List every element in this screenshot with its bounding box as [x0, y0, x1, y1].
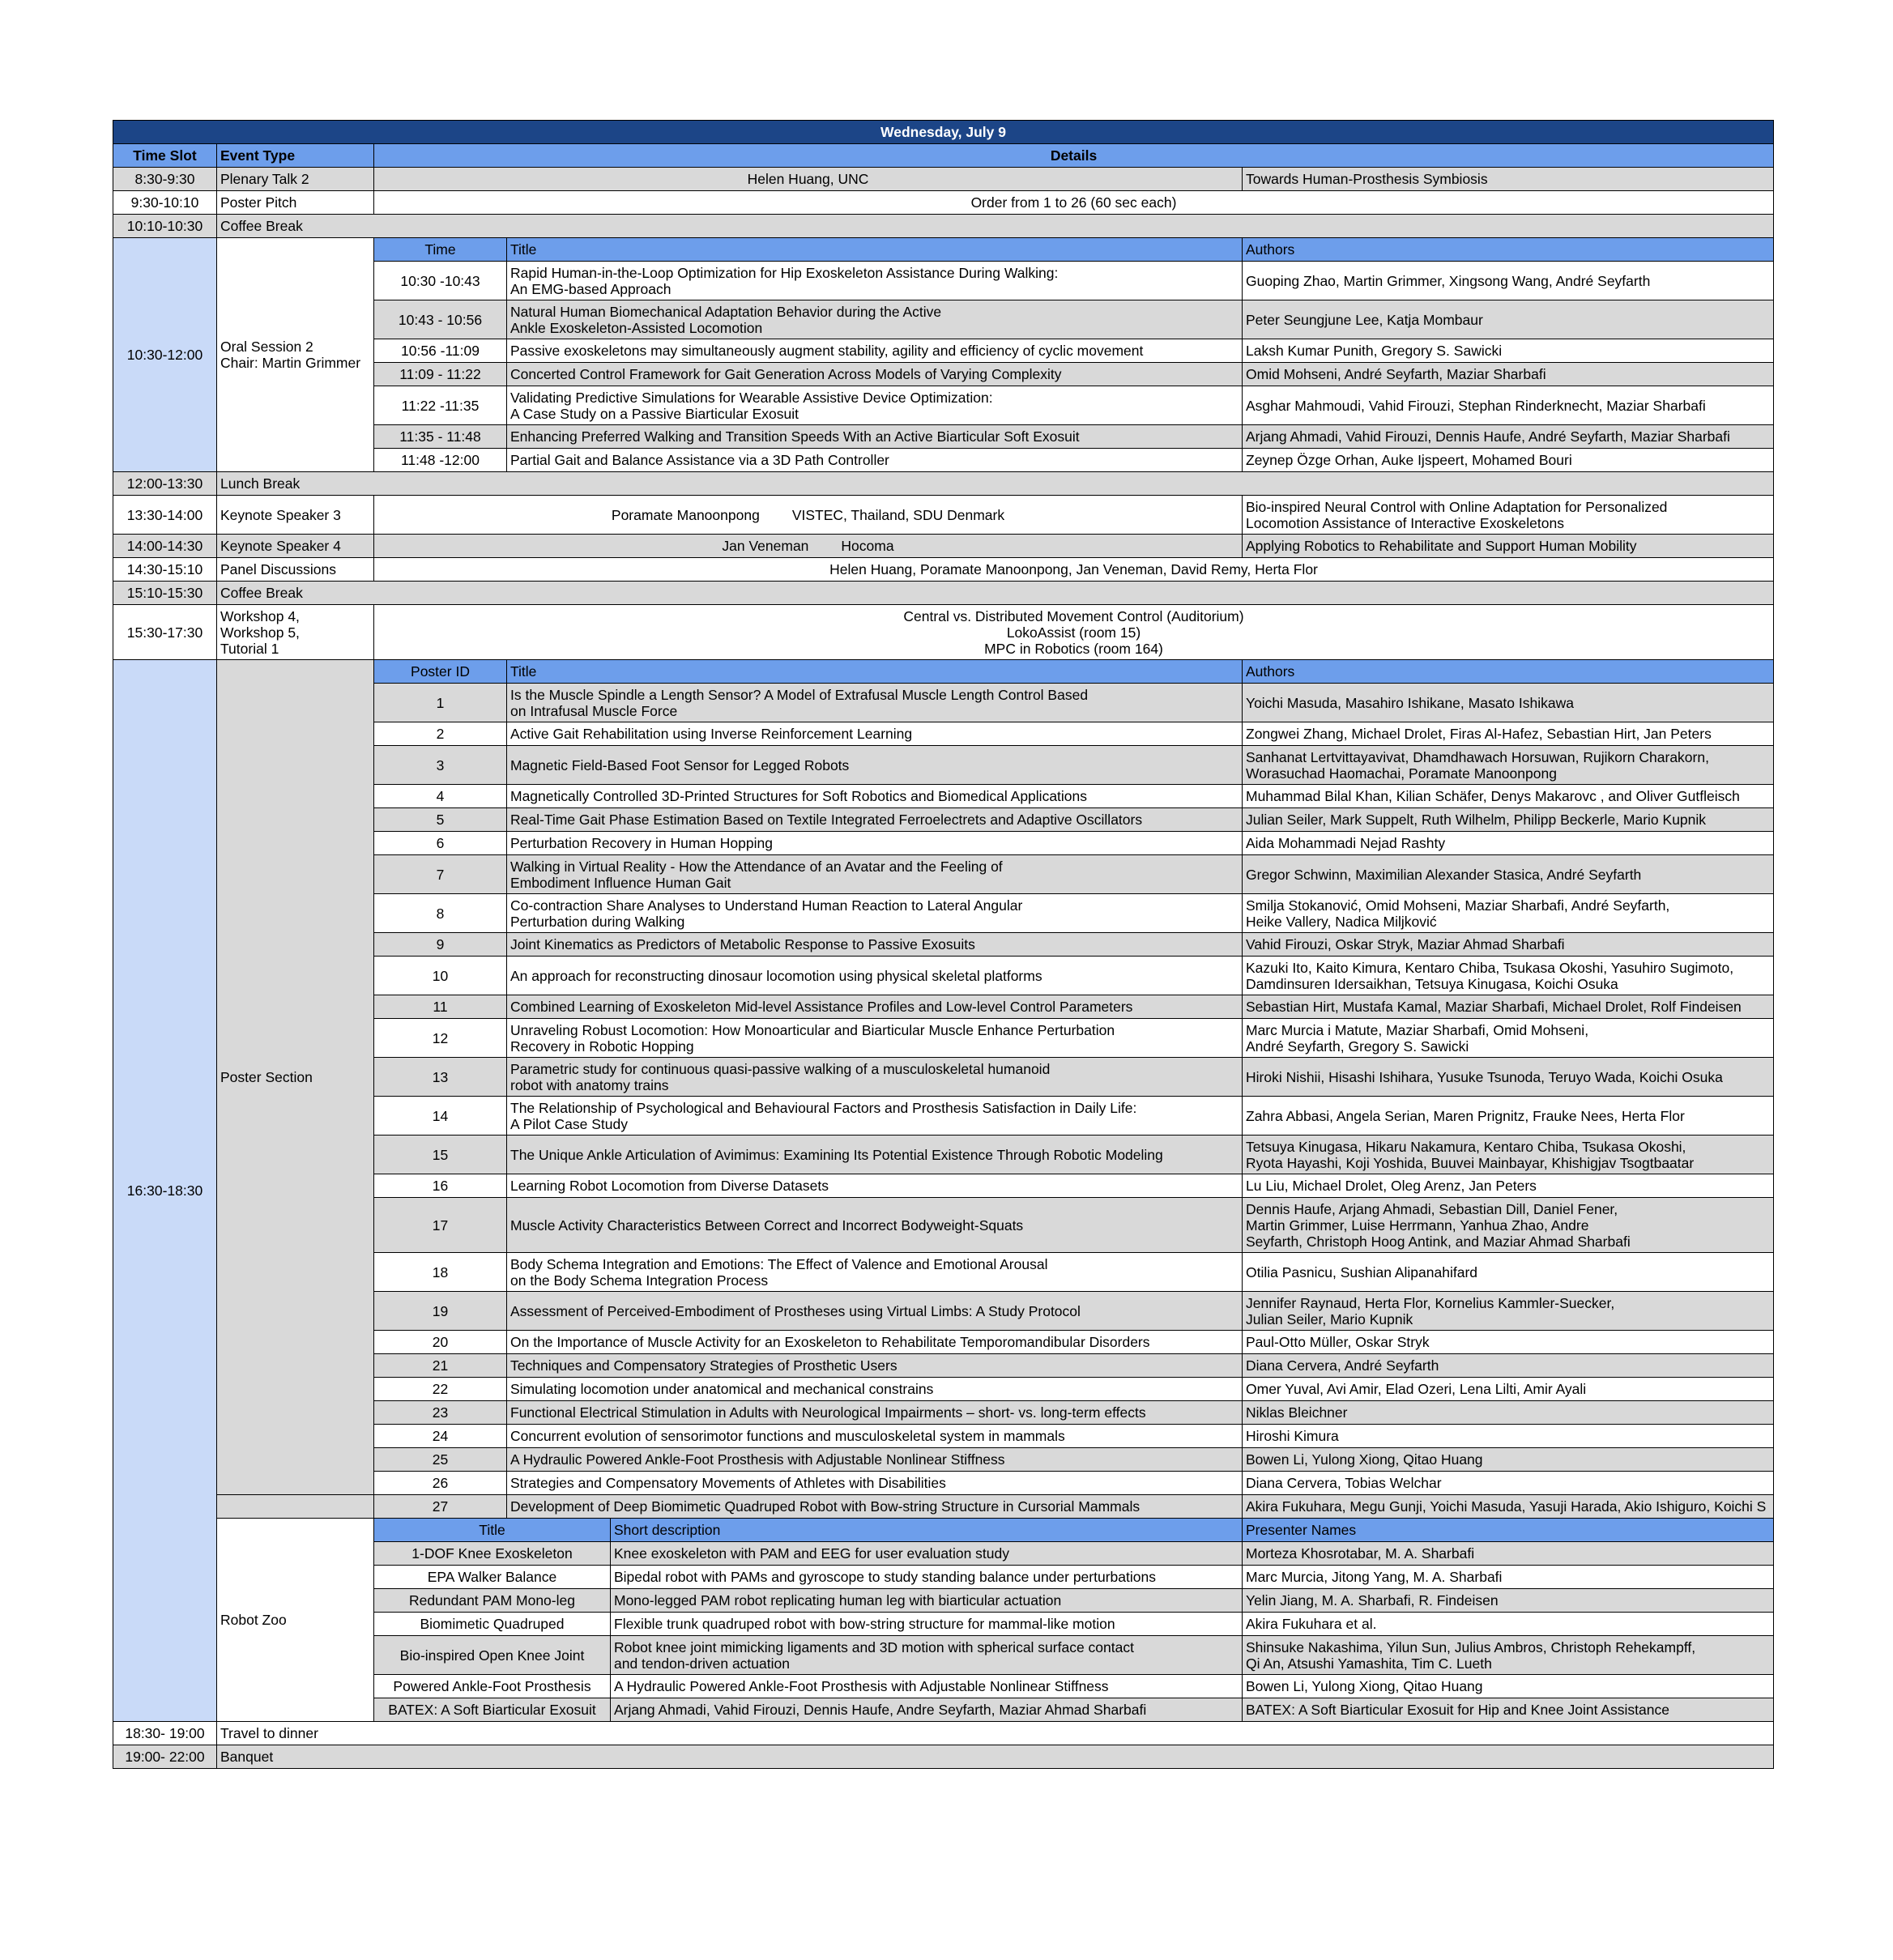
poster-id: 4	[374, 785, 507, 808]
poster-authors: Bowen Li, Yulong Xiong, Qitao Huang	[1243, 1448, 1774, 1472]
zoo-desc: Bipedal robot with PAMs and gyroscope to study standing balance under perturbations	[611, 1566, 1243, 1589]
pitch-time: 9:30-10:10	[113, 191, 217, 215]
keynote3-time: 13:30-14:00	[113, 496, 217, 535]
poster-id: 17	[374, 1198, 507, 1253]
schedule-table	[113, 120, 1774, 1769]
keynote4-type: Keynote Speaker 4	[217, 535, 374, 558]
poster-id: 2	[374, 722, 507, 746]
poster-title: Learning Robot Locomotion from Diverse Datasets	[507, 1174, 1243, 1198]
keynote3-row	[113, 496, 1774, 535]
talk-time: 11:35 - 11:48	[374, 425, 507, 449]
plenary-row	[113, 168, 1774, 191]
poster-id: 19	[374, 1292, 507, 1331]
zoo-desc: Robot knee joint mimicking ligaments and 3D motion with spherical surface contact and tendon-driven actuation	[611, 1636, 1243, 1675]
oral-col-title: Title	[507, 238, 1243, 262]
coffee2-time: 15:10-15:30	[113, 582, 217, 605]
oral-type: Oral Session 2 Chair: Martin Grimmer	[217, 238, 374, 472]
poster-authors: Diana Cervera, Tobias Welchar	[1243, 1472, 1774, 1495]
keynote4-speaker	[374, 535, 1243, 558]
zoo-desc: A Hydraulic Powered Ankle-Foot Prosthesis with Adjustable Nonlinear Stiffness	[611, 1675, 1243, 1698]
poster-col-title: Title	[507, 660, 1243, 684]
keynote4-talk: Applying Robotics to Rehabilitate and Support Human Mobility	[1243, 535, 1774, 558]
details-header: Details	[374, 144, 1774, 168]
workshops-detail: Central vs. Distributed Movement Control (Auditorium) LokoAssist (room 15) MPC in Robotics (room 164)	[374, 605, 1774, 660]
poster-id: 3	[374, 746, 507, 785]
poster-title: Muscle Activity Characteristics Between Correct and Incorrect Bodyweight-Squats	[507, 1198, 1243, 1253]
poster-id: 20	[374, 1331, 507, 1354]
poster-title: A Hydraulic Powered Ankle-Foot Prosthesis with Adjustable Nonlinear Stiffness	[507, 1448, 1243, 1472]
poster-authors: Julian Seiler, Mark Suppelt, Ruth Wilhelm, Philipp Beckerle, Mario Kupnik	[1243, 808, 1774, 832]
talk-title: Partial Gait and Balance Assistance via a 3D Path Controller	[507, 449, 1243, 472]
workshops-row	[113, 605, 1774, 660]
zoo-desc: Knee exoskeleton with PAM and EEG for user evaluation study	[611, 1542, 1243, 1566]
poster-id: 10	[374, 957, 507, 995]
banquet-time: 19:00- 22:00	[113, 1745, 217, 1769]
poster-authors: Yoichi Masuda, Masahiro Ishikane, Masato Ishikawa	[1243, 684, 1774, 722]
keynote4-row	[113, 535, 1774, 558]
zoo-type: Robot Zoo	[217, 1519, 374, 1722]
poster-authors: Omer Yuval, Avi Amir, Elad Ozeri, Lena Lilti, Amir Ayali	[1243, 1378, 1774, 1401]
zoo-desc: Arjang Ahmadi, Vahid Firouzi, Dennis Haufe, Andre Seyfarth, Maziar Ahmad Sharbafi	[611, 1698, 1243, 1722]
poster-title: Unraveling Robust Locomotion: How Monoarticular and Biarticular Muscle Enhance Perturbation Recovery in Robotic Hopping	[507, 1019, 1243, 1058]
plenary-type: Plenary Talk 2	[217, 168, 374, 191]
zoo-col-desc: Short description	[611, 1519, 1243, 1542]
keynote4-affiliation: Hocoma	[841, 538, 894, 554]
keynote4-time: 14:00-14:30	[113, 535, 217, 558]
talk-authors: Zeynep Özge Orhan, Auke Ijspeert, Mohamed Bouri	[1243, 449, 1774, 472]
poster-authors: Lu Liu, Michael Drolet, Oleg Arenz, Jan Peters	[1243, 1174, 1774, 1198]
talk-time: 11:48 -12:00	[374, 449, 507, 472]
talk-title: Enhancing Preferred Walking and Transition Speeds With an Active Biarticular Soft Exosuit	[507, 425, 1243, 449]
poster-title: Techniques and Compensatory Strategies of Prosthetic Users	[507, 1354, 1243, 1378]
poster-authors: Vahid Firouzi, Oskar Stryk, Maziar Ahmad Sharbafi	[1243, 933, 1774, 957]
poster-col-id: Poster ID	[374, 660, 507, 684]
day-title: Wednesday, July 9	[113, 121, 1774, 144]
poster-authors: Paul-Otto Müller, Oskar Stryk	[1243, 1331, 1774, 1354]
pitch-type: Poster Pitch	[217, 191, 374, 215]
poster-title: Body Schema Integration and Emotions: The Effect of Valence and Emotional Arousal on the Body Schema Integration Process	[507, 1253, 1243, 1292]
poster-authors: Aida Mohammadi Nejad Rashty	[1243, 832, 1774, 855]
poster-authors: Smilja Stokanović, Omid Mohseni, Maziar Sharbafi, André Seyfarth, Heike Vallery, Nadica Miljković	[1243, 894, 1774, 933]
poster-title: Perturbation Recovery in Human Hopping	[507, 832, 1243, 855]
poster-id: 8	[374, 894, 507, 933]
poster-row	[113, 1495, 1774, 1519]
poster-id: 16	[374, 1174, 507, 1198]
coffee-row-2	[113, 582, 1774, 605]
talk-authors: Arjang Ahmadi, Vahid Firouzi, Dennis Haufe, André Seyfarth, Maziar Sharbafi	[1243, 425, 1774, 449]
zoo-desc: Mono-legged PAM robot replicating human leg with biarticular actuation	[611, 1589, 1243, 1613]
banquet-row	[113, 1745, 1774, 1769]
poster-authors: Niklas Bleichner	[1243, 1401, 1774, 1425]
oral-col-time: Time	[374, 238, 507, 262]
poster-id: 25	[374, 1448, 507, 1472]
zoo-title: Biomimetic Quadruped	[374, 1613, 611, 1636]
poster-authors: Jennifer Raynaud, Herta Flor, Kornelius Kammler-Suecker, Julian Seiler, Mario Kupnik	[1243, 1292, 1774, 1331]
poster-title: Magnetically Controlled 3D-Printed Structures for Soft Robotics and Biomedical Applications	[507, 785, 1243, 808]
poster-id: 5	[374, 808, 507, 832]
poster-title: Concurrent evolution of sensorimotor functions and musculoskeletal system in mammals	[507, 1425, 1243, 1448]
zoo-title: 1-DOF Knee Exoskeleton	[374, 1542, 611, 1566]
poster-id: 23	[374, 1401, 507, 1425]
poster-id: 9	[374, 933, 507, 957]
zoo-presenters: Shinsuke Nakashima, Yilun Sun, Julius Ambros, Christoph Rehekampff, Qi An, Atsushi Yamashita, Tim C. Lueth	[1243, 1636, 1774, 1675]
zoo-col-presenters: Presenter Names	[1243, 1519, 1774, 1542]
talk-title: Natural Human Biomechanical Adaptation Behavior during the Active Ankle Exoskeleton-Assisted Locomotion	[507, 300, 1243, 339]
poster-authors: Zahra Abbasi, Angela Serian, Maren Prignitz, Frauke Nees, Herta Flor	[1243, 1097, 1774, 1136]
keynote3-talk: Bio-inspired Neural Control with Online Adaptation for Personalized Locomotion Assistance of Interactive Exoskeletons	[1243, 496, 1774, 535]
lunch-type: Lunch Break	[217, 472, 1774, 496]
panel-time: 14:30-15:10	[113, 558, 217, 582]
talk-time: 10:43 - 10:56	[374, 300, 507, 339]
poster-type-blank	[217, 1495, 374, 1519]
poster-title: Co-contraction Share Analyses to Understand Human Reaction to Lateral Angular Perturbation during Walking	[507, 894, 1243, 933]
oral-col-authors: Authors	[1243, 238, 1774, 262]
talk-time: 10:56 -11:09	[374, 339, 507, 363]
poster-authors: Sebastian Hirt, Mustafa Kamal, Maziar Sharbafi, Michael Drolet, Rolf Findeisen	[1243, 995, 1774, 1019]
zoo-title: EPA Walker Balance	[374, 1566, 611, 1589]
poster-authors: Dennis Haufe, Arjang Ahmadi, Sebastian Dill, Daniel Fener, Martin Grimmer, Luise Herrmann, Yanhua Zhao, Andre Seyfarth, Christoph Hoog Antink, and Maziar Ahmad Sharbafi	[1243, 1198, 1774, 1253]
talk-authors: Peter Seungjune Lee, Katja Mombaur	[1243, 300, 1774, 339]
zoo-col-title: Title	[374, 1519, 611, 1542]
talk-authors: Asghar Mahmoudi, Vahid Firouzi, Stephan Rinderknecht, Maziar Sharbafi	[1243, 386, 1774, 425]
coffee2-type: Coffee Break	[217, 582, 1774, 605]
poster-authors: Hiroki Nishii, Hisashi Ishihara, Yusuke Tsunoda, Teruyo Wada, Koichi Osuka	[1243, 1058, 1774, 1097]
panel-type: Panel Discussions	[217, 558, 374, 582]
talk-time: 11:22 -11:35	[374, 386, 507, 425]
coffee1-time: 10:10-10:30	[113, 215, 217, 238]
poster-title: Magnetic Field-Based Foot Sensor for Legged Robots	[507, 746, 1243, 785]
poster-title: Strategies and Compensatory Movements of Athletes with Disabilities	[507, 1472, 1243, 1495]
panel-detail: Helen Huang, Poramate Manoonpong, Jan Veneman, David Remy, Herta Flor	[374, 558, 1774, 582]
panel-row	[113, 558, 1774, 582]
coffee-row-1	[113, 215, 1774, 238]
poster-type: Poster Section	[217, 660, 374, 1495]
plenary-talk: Towards Human-Prosthesis Symbiosis	[1243, 168, 1774, 191]
keynote4-speaker-name: Jan Veneman	[722, 538, 809, 554]
zoo-title: Powered Ankle-Foot Prosthesis	[374, 1675, 611, 1698]
travel-row	[113, 1722, 1774, 1745]
poster-id: 1	[374, 684, 507, 722]
oral-header-row	[113, 238, 1774, 262]
pitch-detail: Order from 1 to 26 (60 sec each)	[374, 191, 1774, 215]
zoo-presenters: Morteza Khosrotabar, M. A. Sharbafi	[1243, 1542, 1774, 1566]
zoo-title: BATEX: A Soft Biarticular Exosuit	[374, 1698, 611, 1722]
zoo-presenters: BATEX: A Soft Biarticular Exosuit for Hip and Knee Joint Assistance	[1243, 1698, 1774, 1722]
poster-authors: Marc Murcia i Matute, Maziar Sharbafi, Omid Mohseni, André Seyfarth, Gregory S. Sawicki	[1243, 1019, 1774, 1058]
poster-authors: Diana Cervera, André Seyfarth	[1243, 1354, 1774, 1378]
plenary-time: 8:30-9:30	[113, 168, 217, 191]
talk-title: Rapid Human-in-the-Loop Optimization for Hip Exoskeleton Assistance During Walking: An EMG-based Approach	[507, 262, 1243, 300]
oral-time: 10:30-12:00	[113, 238, 217, 472]
keynote3-speaker	[374, 496, 1243, 535]
poster-title: The Relationship of Psychological and Behavioural Factors and Prosthesis Satisfaction in Daily Life: A Pilot Case Study	[507, 1097, 1243, 1136]
travel-type: Travel to dinner	[217, 1722, 1774, 1745]
zoo-presenters: Yelin Jiang, M. A. Sharbafi, R. Findeisen	[1243, 1589, 1774, 1613]
poster-header-row	[113, 660, 1774, 684]
poster-id: 6	[374, 832, 507, 855]
poster-authors: Tetsuya Kinugasa, Hikaru Nakamura, Kentaro Chiba, Tsukasa Okoshi, Ryota Hayashi, Koji Yoshida, Buuvei Mainbayar, Khishigjav Tsogtbaatar	[1243, 1136, 1774, 1174]
zoo-title: Redundant PAM Mono-leg	[374, 1589, 611, 1613]
poster-id: 14	[374, 1097, 507, 1136]
talk-title: Concerted Control Framework for Gait Generation Across Models of Varying Complexity	[507, 363, 1243, 386]
zoo-presenters: Bowen Li, Yulong Xiong, Qitao Huang	[1243, 1675, 1774, 1698]
poster-id: 27	[374, 1495, 507, 1519]
poster-title: Joint Kinematics as Predictors of Metabolic Response to Passive Exosuits	[507, 933, 1243, 957]
poster-title: Combined Learning of Exoskeleton Mid-level Assistance Profiles and Low-level Control Parameters	[507, 995, 1243, 1019]
poster-authors: Gregor Schwinn, Maximilian Alexander Stasica, André Seyfarth	[1243, 855, 1774, 894]
travel-time: 18:30- 19:00	[113, 1722, 217, 1745]
poster-authors: Otilia Pasnicu, Sushian Alipanahifard	[1243, 1253, 1774, 1292]
pitch-row	[113, 191, 1774, 215]
talk-authors: Guoping Zhao, Martin Grimmer, Xingsong Wang, André Seyfarth	[1243, 262, 1774, 300]
poster-id: 11	[374, 995, 507, 1019]
poster-authors: Hiroshi Kimura	[1243, 1425, 1774, 1448]
poster-id: 7	[374, 855, 507, 894]
talk-title: Passive exoskeletons may simultaneously augment stability, agility and efficiency of cyclic movement	[507, 339, 1243, 363]
poster-id: 21	[374, 1354, 507, 1378]
poster-authors: Muhammad Bilal Khan, Kilian Schäfer, Denys Makarovc , and Oliver Gutfleisch	[1243, 785, 1774, 808]
talk-time: 10:30 -10:43	[374, 262, 507, 300]
lunch-row	[113, 472, 1774, 496]
time-slot-header: Time Slot	[113, 144, 217, 168]
banquet-type: Banquet	[217, 1745, 1774, 1769]
poster-id: 18	[374, 1253, 507, 1292]
poster-title: Development of Deep Biomimetic Quadruped Robot with Bow-string Structure in Cursorial Mammals	[507, 1495, 1243, 1519]
poster-title: The Unique Ankle Articulation of Avimimus: Examining Its Potential Existence Through Robotic Modeling	[507, 1136, 1243, 1174]
workshops-type: Workshop 4, Workshop 5, Tutorial 1	[217, 605, 374, 660]
poster-title: An approach for reconstructing dinosaur locomotion using physical skeletal platforms	[507, 957, 1243, 995]
poster-id: 12	[374, 1019, 507, 1058]
poster-title: Is the Muscle Spindle a Length Sensor? A Model of Extrafusal Muscle Length Control Based on Intrafusal Muscle Force	[507, 684, 1243, 722]
workshops-time: 15:30-17:30	[113, 605, 217, 660]
plenary-speaker: Helen Huang, UNC	[374, 168, 1243, 191]
keynote3-type: Keynote Speaker 3	[217, 496, 374, 535]
poster-title: Walking in Virtual Reality - How the Attendance of an Avatar and the Feeling of Embodiment Influence Human Gait	[507, 855, 1243, 894]
poster-col-authors: Authors	[1243, 660, 1774, 684]
poster-time: 16:30-18:30	[113, 660, 217, 1722]
event-type-header: Event Type	[217, 144, 374, 168]
keynote3-affiliation: VISTEC, Thailand, SDU Denmark	[791, 506, 1005, 523]
poster-authors: Sanhanat Lertvittayavivat, Dhamdhawach Horsuwan, Rujikorn Charakorn, Worasuchad Haomachai, Poramate Manoonpong	[1243, 746, 1774, 785]
coffee1-type: Coffee Break	[217, 215, 1774, 238]
poster-id: 15	[374, 1136, 507, 1174]
poster-id: 24	[374, 1425, 507, 1448]
talk-authors: Laksh Kumar Punith, Gregory S. Sawicki	[1243, 339, 1774, 363]
talk-title: Validating Predictive Simulations for Wearable Assistive Device Optimization: A Case Study on a Passive Biarticular Exosuit	[507, 386, 1243, 425]
talk-time: 11:09 - 11:22	[374, 363, 507, 386]
poster-authors: Akira Fukuhara, Megu Gunji, Yoichi Masuda, Yasuji Harada, Akio Ishiguro, Koichi S	[1243, 1495, 1774, 1519]
poster-title: On the Importance of Muscle Activity for an Exoskeleton to Rehabilitate Temporomandibular Disorders	[507, 1331, 1243, 1354]
keynote3-speaker-name: Poramate Manoonpong	[611, 506, 760, 523]
poster-title: Assessment of Perceived-Embodiment of Prostheses using Virtual Limbs: A Study Protocol	[507, 1292, 1243, 1331]
poster-id: 22	[374, 1378, 507, 1401]
zoo-header-row	[113, 1519, 1774, 1542]
zoo-desc: Flexible trunk quadruped robot with bow-string structure for mammal-like motion	[611, 1613, 1243, 1636]
zoo-presenters: Akira Fukuhara et al.	[1243, 1613, 1774, 1636]
lunch-time: 12:00-13:30	[113, 472, 217, 496]
poster-title: Parametric study for continuous quasi-passive walking of a musculoskeletal humanoid robot with anatomy trains	[507, 1058, 1243, 1097]
poster-authors: Kazuki Ito, Kaito Kimura, Kentaro Chiba, Tsukasa Okoshi, Yasuhiro Sugimoto, Damdinsuren Idersaikhan, Tetsuya Kinugasa, Koichi Osuka	[1243, 957, 1774, 995]
poster-title: Active Gait Rehabilitation using Inverse Reinforcement Learning	[507, 722, 1243, 746]
poster-title: Real-Time Gait Phase Estimation Based on Textile Integrated Ferroelectrets and Adaptive Oscillators	[507, 808, 1243, 832]
zoo-presenters: Marc Murcia, Jitong Yang, M. A. Sharbafi	[1243, 1566, 1774, 1589]
poster-title: Functional Electrical Stimulation in Adults with Neurological Impairments – short- vs. long-term effects	[507, 1401, 1243, 1425]
poster-authors: Zongwei Zhang, Michael Drolet, Firas Al-Hafez, Sebastian Hirt, Jan Peters	[1243, 722, 1774, 746]
zoo-title: Bio-inspired Open Knee Joint	[374, 1636, 611, 1675]
poster-id: 13	[374, 1058, 507, 1097]
poster-title: Simulating locomotion under anatomical and mechanical constrains	[507, 1378, 1243, 1401]
talk-authors: Omid Mohseni, André Seyfarth, Maziar Sharbafi	[1243, 363, 1774, 386]
poster-id: 26	[374, 1472, 507, 1495]
